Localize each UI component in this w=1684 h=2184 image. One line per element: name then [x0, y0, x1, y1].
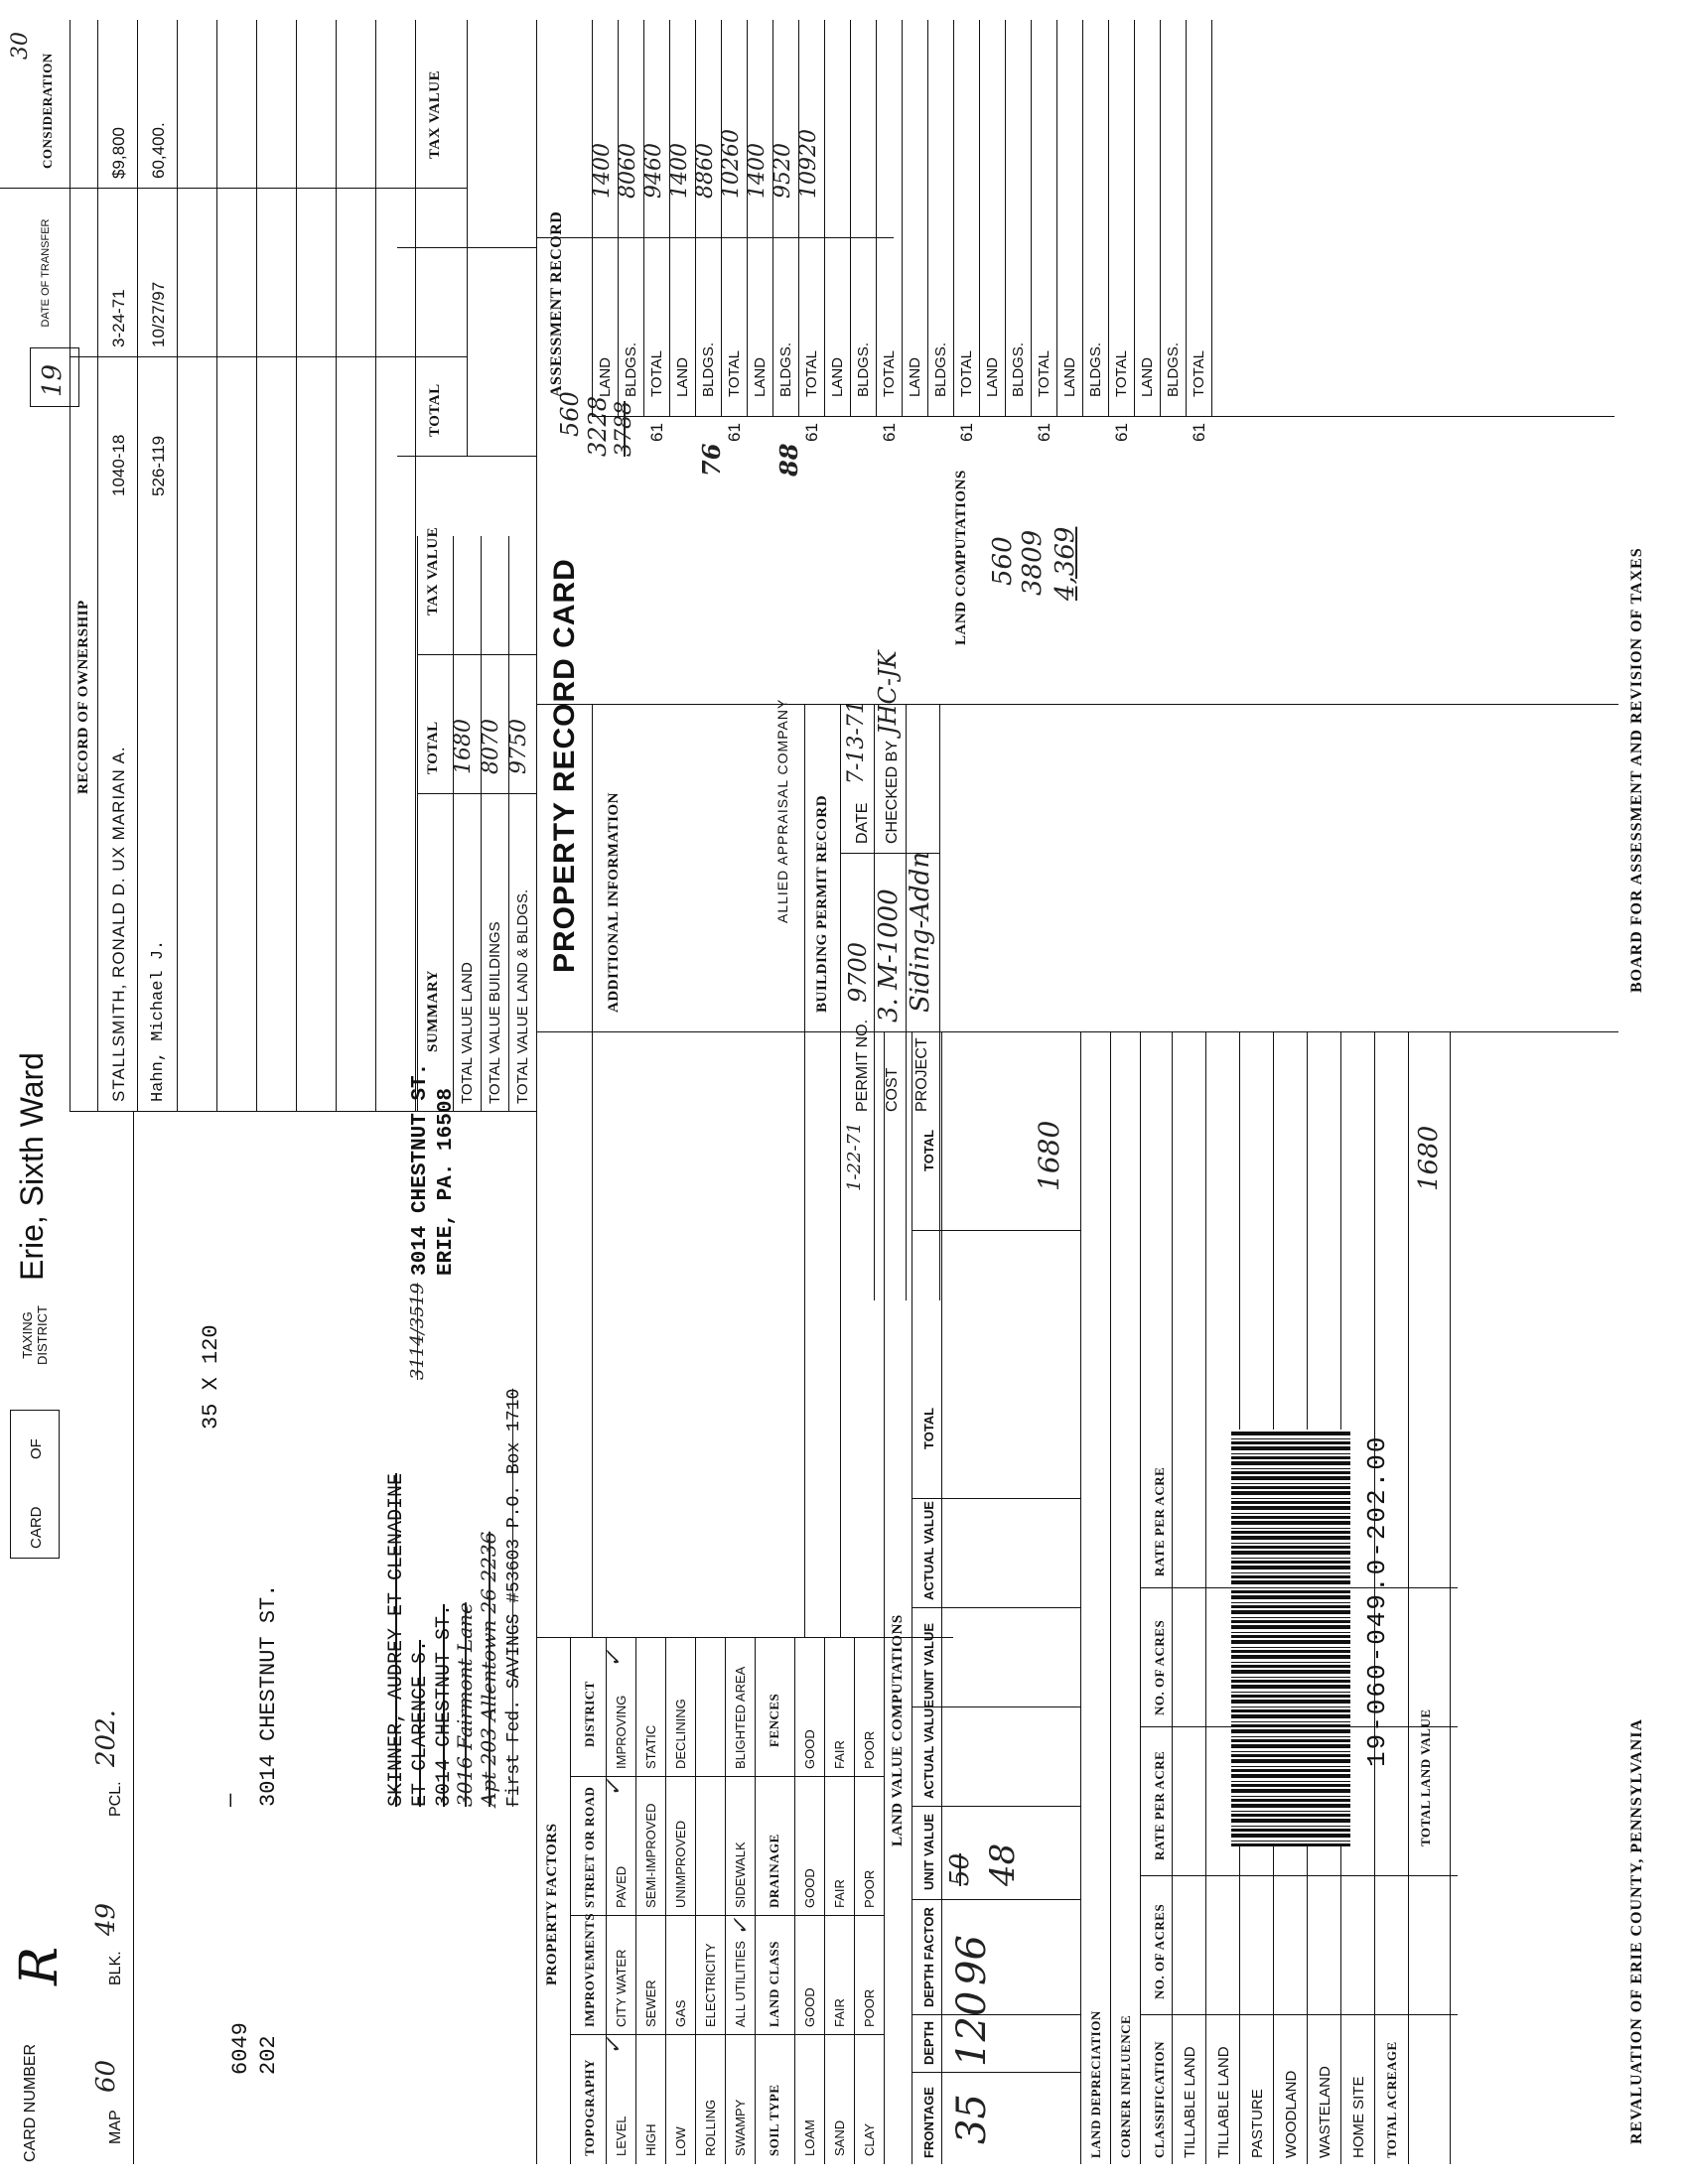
assessment-bldgs-label: BLDGS. [1087, 341, 1104, 397]
class-home-site: HOME SITE [1350, 2076, 1367, 2158]
owner-row-1-name: STALLSMITH, RONALD D. UX MARIAN A. [109, 746, 128, 1102]
assessment-total-label: TOTAL [1113, 350, 1130, 397]
assessment-total-label: TOTAL [881, 350, 898, 397]
lv-header-depth-factor: DEPTH FACTOR [921, 1907, 936, 2007]
pcl-number: 202. [91, 1709, 121, 1767]
assessment-land-value: 1400 [745, 143, 770, 199]
topo-low: LOW [673, 2126, 688, 2156]
owner-row-1-consideration: $9,800 [109, 127, 128, 179]
imp-all-utilities: ALL UTILITIES [733, 1941, 748, 2027]
assessment-land-value: 1400 [667, 143, 692, 199]
class-pasture: PASTURE [1249, 2089, 1266, 2158]
assessment-total-value: 9460 [641, 143, 666, 199]
assessment-row-line [1031, 20, 1032, 417]
district-blighted: BLIGHTED AREA [733, 1666, 748, 1769]
top-total-label: TOTAL [427, 383, 443, 437]
drainage-fair: FAIR [832, 1879, 847, 1908]
imp-city-water: CITY WATER [614, 1949, 629, 2027]
class-poor: POOR [862, 1988, 877, 2027]
assessment-total-value: 10260 [719, 129, 744, 199]
topography-header: TOPOGRAPHY [582, 2059, 597, 2156]
soil-loam: LOAM [802, 2119, 817, 2156]
fences-fair: FAIR [832, 1740, 847, 1769]
class-wasteland: WASTELAND [1317, 2066, 1333, 2158]
owner-line-2: ET CLARENCE S. [409, 1639, 432, 1807]
assessment-land-label: LAND [984, 356, 1001, 397]
assessment-bldgs-value: 8860 [693, 143, 718, 199]
blk-label: BLK. [107, 1951, 124, 1985]
lv-total: 1680 [1033, 1120, 1065, 1191]
project-value: Siding-Addn [906, 851, 935, 1013]
check-mark: ✓ [602, 1778, 627, 1797]
class-good: GOOD [802, 1987, 817, 2027]
assessment-total-label: TOTAL [1191, 350, 1207, 397]
topo-high: HIGH [643, 2123, 658, 2156]
assessment-bldgs-label: BLDGS. [623, 341, 639, 397]
assessment-row-line [927, 20, 928, 417]
lv-unit-value: 50 [945, 1852, 975, 1886]
topo-level: LEVEL [614, 2116, 629, 2156]
cost-label: COST [884, 1067, 901, 1112]
lv-header-frontage: FRONTAGE [921, 2087, 936, 2158]
summary-row-3-total: 9750 [506, 719, 531, 774]
cost-value: 3. M-1000 [874, 888, 904, 1023]
street-unimproved: UNIMPROVED [673, 1820, 688, 1908]
assessment-row-line [747, 20, 748, 417]
assessment-bldgs-label: BLDGS. [1010, 341, 1027, 397]
assessment-total-label: TOTAL [648, 350, 665, 397]
assessment-code: 61 [1035, 423, 1053, 442]
assessment-bldgs-label: BLDGS. [855, 341, 872, 397]
soil-clay: CLAY [862, 2123, 877, 2156]
assessment-code: 61 [880, 423, 899, 442]
class-header-classification: CLASSIFICATION [1152, 2040, 1167, 2158]
class-tillable-2: TILLABLE LAND [1215, 2046, 1232, 2158]
district-improving: IMPROVING [614, 1695, 629, 1769]
assessment-total-label: TOTAL [958, 350, 975, 397]
assessment-code: 61 [647, 423, 666, 442]
assessment-bldgs-value: 8060 [616, 143, 640, 199]
owner-row-2-date: 10/27/97 [149, 281, 168, 347]
class-header-acres: NO. OF ACRES [1152, 1903, 1167, 1999]
imp-sewer: SEWER [643, 1979, 658, 2027]
assessment-bldgs-label: BLDGS. [700, 341, 717, 397]
owner-row-1-date: 3-24-71 [109, 289, 128, 347]
assessment-row-line [643, 20, 644, 417]
assessment-row-line [772, 20, 773, 417]
lv-unit-value-2: 48 [983, 1843, 1023, 1886]
class-fair: FAIR [832, 1998, 847, 2027]
owner-row-2-deed: 526-119 [149, 435, 168, 496]
assessment-total-label: TOTAL [803, 350, 820, 397]
owner-line-5: Apt 203 Allentown 26 2236 [477, 1531, 500, 1807]
permit-value: 9700 [844, 941, 872, 1003]
additional-info-label: ADDITIONAL INFORMATION [606, 792, 622, 1013]
taxing-district-label: TAXING DISTRICT [20, 1305, 50, 1365]
blk-number: 49 [91, 1902, 121, 1936]
corner-influence-label: CORNER INFLUENCE [1118, 2014, 1133, 2158]
of-label: OF [28, 1438, 45, 1459]
imp-electricity: ELECTRICITY [703, 1943, 718, 2027]
project-label: PROJECT [913, 1037, 930, 1112]
assessment-land-label: LAND [1139, 356, 1156, 397]
assessment-bldgs-label: BLDGS. [932, 341, 949, 397]
lv-depth: 120 [949, 1990, 995, 2067]
lv-header-unit-value: UNIT VALUE [921, 1813, 936, 1890]
soil-sand: SAND [832, 2119, 847, 2156]
permit-label: PERMIT NO. [854, 1019, 871, 1112]
street-paved: PAVED [614, 1865, 629, 1908]
assessment-row-line [876, 20, 877, 417]
fences-good: GOOD [802, 1729, 817, 1769]
imp-gas: GAS [673, 1999, 688, 2027]
lv-depth-factor: 96 [949, 1935, 995, 1985]
owner-line-4: 3016 Fairmont Lane [453, 1602, 477, 1807]
owner-line-1: SKINNER, AUDREY ET CLENADINE [385, 1472, 408, 1807]
lc-value-2: 3809 [1018, 529, 1048, 596]
top-tax-value-label: TAX VALUE [427, 69, 443, 159]
lv-header-unit-value-2: UNIT VALUE [921, 1622, 936, 1700]
taxing-district: Erie, Sixth Ward [14, 1052, 50, 1281]
barcode [1231, 1430, 1350, 1846]
consideration-label: CONSIDERATION [40, 53, 55, 169]
assessment-code: 61 [725, 423, 744, 442]
checked-value: JHC-JK [874, 650, 902, 735]
code-line-1: 6049 [228, 2022, 253, 2075]
assessment-row-line [1134, 20, 1135, 417]
street-sidewalk: SIDEWALK [733, 1842, 748, 1908]
district-declining: DECLINING [673, 1699, 688, 1769]
date-of-transfer-label: DATE OF TRANSFER [40, 218, 52, 328]
stamp-prefix: 3114/3519 [407, 1283, 428, 1380]
tax-value-1: 560 [556, 391, 584, 437]
drainage-poor: POOR [862, 1869, 877, 1908]
stamp-city: ERIE, PA. 16508 [435, 1087, 458, 1276]
assessment-bldgs-label: BLDGS. [777, 341, 794, 397]
address: 3014 CHESTNUT ST. [256, 1583, 281, 1807]
owner-row-2-consideration: 60,400. [149, 122, 168, 179]
property-record-title: PROPERTY RECORD CARD [548, 558, 581, 973]
dash: — [218, 1793, 243, 1807]
assessment-row-line [850, 20, 851, 417]
drainage-good: GOOD [802, 1868, 817, 1908]
assessment-land-label: LAND [829, 356, 846, 397]
assessment-row-line [1108, 20, 1109, 417]
assessment-land-label: LAND [752, 356, 769, 397]
stamp-street: 3014 CHESTNUT ST. [409, 1062, 432, 1276]
land-depreciation-label: LAND DEPRECIATION [1088, 2010, 1103, 2158]
summary-tax-value-label: TAX VALUE [425, 526, 441, 615]
card-letter: R [10, 1946, 70, 1985]
date-label: DATE [854, 802, 871, 844]
corner-number: 30 [8, 32, 33, 60]
lc-value-1: 560 [988, 536, 1018, 586]
pcl-label: PCL. [107, 1781, 124, 1817]
summary-row-1-label: TOTAL VALUE LAND [459, 962, 476, 1104]
assessment-total-value: 10920 [796, 129, 821, 199]
lc-value-3: 4,369 [1051, 526, 1080, 601]
assessment-total-label: TOTAL [726, 350, 743, 397]
assessment-row-line [1211, 20, 1212, 417]
class-tillable-1: TILLABLE LAND [1182, 2046, 1198, 2158]
lv-header-total: TOTAL [921, 1407, 936, 1449]
assessment-land-label: LAND [597, 356, 614, 397]
assessment-year: 88 [774, 443, 803, 477]
footer-left: REVALUATION OF ERIE COUNTY, PENNSYLVANIA [1628, 1718, 1645, 2144]
assessment-code: 61 [1190, 423, 1208, 442]
assessment-total-label: TOTAL [1036, 350, 1052, 397]
card-label: CARD [28, 1506, 45, 1549]
tax-value-3: 3788 [612, 401, 636, 457]
assessment-row-line [695, 20, 696, 417]
summary-row-2-label: TOTAL VALUE BUILDINGS [487, 921, 503, 1104]
date-value: 7-13-71 [844, 700, 869, 784]
lv-header-actual-value-2: ACTUAL VALUE [921, 1501, 936, 1600]
assessment-row-line [1082, 20, 1083, 417]
assessment-row-line [798, 20, 799, 417]
ownership-title: RECORD OF OWNERSHIP [75, 600, 91, 794]
lv-header-actual-value: ACTUAL VALUE [921, 1700, 936, 1799]
assessment-row-line [721, 20, 722, 417]
topo-swampy: SWAMPY [733, 2099, 748, 2156]
total-land-value-label: TOTAL LAND VALUE [1418, 1708, 1433, 1846]
owner-row-1-deed: 1040-18 [109, 434, 128, 496]
land-class-header: LAND CLASS [767, 1941, 781, 2027]
land-computations-title: LAND COMPUTATIONS [953, 470, 969, 645]
assessment-row-line [824, 20, 825, 417]
summary-row-3-label: TOTAL VALUE LAND & BLDGS. [514, 888, 531, 1104]
fences-poor: POOR [862, 1730, 877, 1769]
land-value-title: LAND VALUE COMPUTATIONS [890, 1614, 906, 1846]
assessment-row-line [902, 20, 903, 417]
owner-line-3: 3014 CHESTNUT ST. [433, 1603, 456, 1807]
card-number-label: CARD NUMBER [22, 2043, 39, 2162]
dimensions: 35 X 120 [199, 1324, 223, 1430]
district-header: DISTRICT [582, 1681, 597, 1747]
summary-row-1-total: 1680 [451, 719, 476, 774]
check-mark: ✓ [602, 1649, 627, 1668]
lv-header-depth: DEPTH [921, 2020, 936, 2065]
map-label: MAP [107, 2110, 124, 2144]
topo-rolling: ROLLING [703, 2099, 718, 2156]
assessment-title: ASSESSMENT RECORD [548, 210, 565, 397]
checked-label: CHECKED BY [884, 740, 901, 844]
summary-title: SUMMARY [425, 970, 441, 1052]
assessment-row-line [953, 20, 954, 417]
class-header-acres-2: NO. OF ACRES [1152, 1619, 1167, 1715]
street-semi-improved: SEMI-IMPROVED [643, 1803, 658, 1908]
assessment-code: 61 [1112, 423, 1131, 442]
summary-row-2-total: 8070 [479, 719, 503, 774]
assessment-bldgs-label: BLDGS. [1165, 341, 1182, 397]
drainage-header: DRAINAGE [767, 1834, 781, 1908]
lv-frontage: 35 [949, 2094, 995, 2144]
barcode-text: 19-060-049.0-202.00 [1362, 1434, 1392, 1767]
factors-title: PROPERTY FACTORS [544, 1823, 560, 1985]
class-header-rate: RATE PER ACRE [1152, 1750, 1167, 1860]
owner-row-2-name: Hahn, Michael J. [149, 939, 168, 1102]
lv-header-total-2: TOTAL [921, 1129, 936, 1171]
street-header: STREET OR ROAD [582, 1786, 597, 1908]
assessment-row-line [979, 20, 980, 417]
assessment-land-label: LAND [907, 356, 923, 397]
assessment-row-line [1186, 20, 1187, 417]
permit-extra: 1-22-71 [844, 1122, 865, 1191]
owner-line-6: First Fed. SAVINGS #53603 P.O. Box 1710 [504, 1388, 524, 1807]
improvements-header: IMPROVEMENTS [582, 1912, 597, 2027]
soil-header: SOIL TYPE [767, 2084, 781, 2156]
assessment-code: 61 [957, 423, 976, 442]
assessment-land-label: LAND [1061, 356, 1078, 397]
sequence-number: 19 [38, 363, 68, 397]
tax-value-2: 3228 [584, 395, 612, 457]
summary-total-label: TOTAL [425, 721, 441, 774]
assessment-row-line [1056, 20, 1057, 417]
assessment-land-value: 1400 [590, 143, 615, 199]
class-woodland: WOODLAND [1283, 2070, 1300, 2158]
assessment-row-line [669, 20, 670, 417]
assessment-row-line [618, 20, 619, 417]
district-static: STATIC [643, 1724, 658, 1769]
footer-right: BOARD FOR ASSESSMENT AND REVISION OF TAXES [1628, 547, 1645, 993]
check-mark: ✓ [729, 1917, 754, 1936]
total-land-value: 1680 [1414, 1125, 1444, 1191]
assessment-year: 76 [697, 443, 726, 477]
fences-header: FENCES [767, 1693, 781, 1747]
class-total-acreage: TOTAL ACREAGE [1384, 2041, 1399, 2158]
check-mark: ✓ [602, 2036, 627, 2055]
assessment-row-line [1005, 20, 1006, 417]
bp-title: BUILDING PERMIT RECORD [814, 794, 830, 1013]
assessment-row-line [1160, 20, 1161, 417]
allied-label: ALLIED APPRAISAL COMPANY [774, 698, 790, 923]
class-header-rate-2: RATE PER ACRE [1152, 1466, 1167, 1576]
assessment-bldgs-value: 9520 [771, 143, 795, 199]
code-line-2: 202 [256, 2035, 281, 2075]
assessment-code: 61 [802, 423, 821, 442]
assessment-land-label: LAND [674, 356, 691, 397]
map-number: 60 [91, 2059, 121, 2093]
